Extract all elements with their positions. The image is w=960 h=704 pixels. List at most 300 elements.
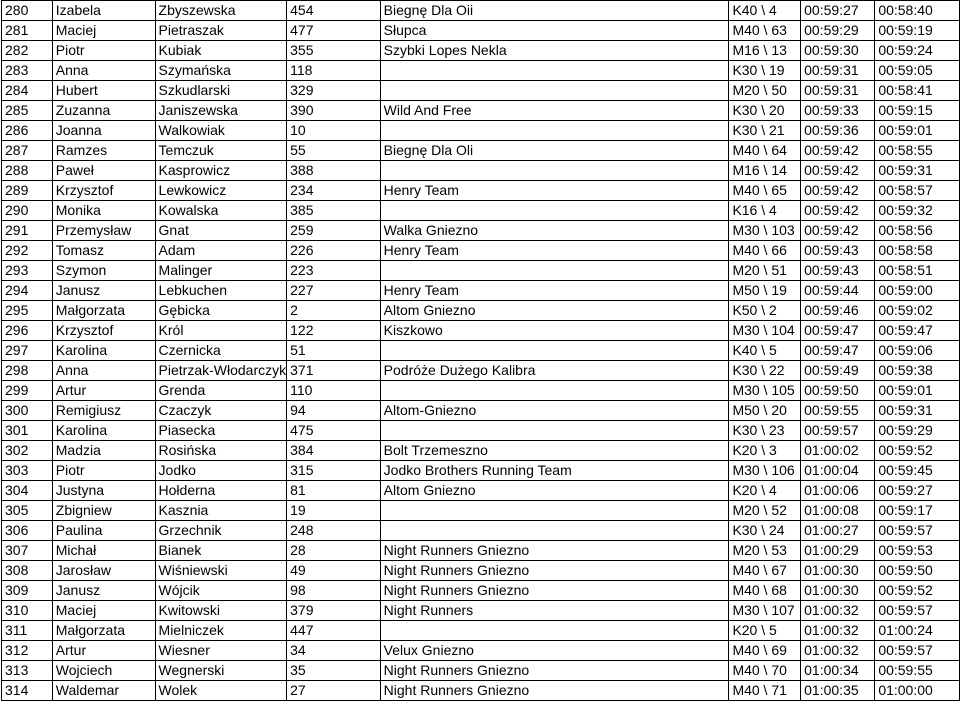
table-row (2, 261, 960, 281)
gun-time-cell: 00:59:43 (801, 241, 875, 261)
table-row (2, 681, 960, 701)
first-name-cell: Zbigniew (52, 501, 155, 521)
net-time-cell: 00:58:40 (875, 1, 960, 21)
category-cell: M16 \ 14 (729, 161, 801, 181)
net-time-cell: 00:59:45 (875, 461, 960, 481)
place-cell: 293 (2, 261, 53, 281)
gun-time-cell: 00:59:33 (801, 101, 875, 121)
last-name-cell: Pietrzak-Włodarczyk (155, 361, 287, 381)
table-row (2, 81, 960, 101)
first-name-cell: Izabela (52, 1, 155, 21)
club-cell: Henry Team (380, 181, 729, 201)
table-row (2, 661, 960, 681)
first-name-cell: Michał (52, 541, 155, 561)
club-cell (380, 381, 729, 401)
table-row (2, 401, 960, 421)
place-cell: 288 (2, 161, 53, 181)
bib-cell: 227 (287, 281, 381, 301)
bib-cell: 379 (287, 601, 381, 621)
table-row (2, 621, 960, 641)
gun-time-cell: 01:00:34 (801, 661, 875, 681)
place-cell: 302 (2, 441, 53, 461)
club-cell (380, 81, 729, 101)
category-cell: M40 \ 71 (729, 681, 801, 701)
gun-time-cell: 00:59:42 (801, 181, 875, 201)
net-time-cell: 00:58:57 (875, 181, 960, 201)
last-name-cell: Wolek (155, 681, 287, 701)
gun-time-cell: 01:00:32 (801, 601, 875, 621)
last-name-cell: Czernicka (155, 341, 287, 361)
results-table-body (2, 1, 960, 701)
last-name-cell: Wójcik (155, 581, 287, 601)
place-cell: 313 (2, 661, 53, 681)
net-time-cell: 00:59:29 (875, 421, 960, 441)
gun-time-cell: 01:00:30 (801, 561, 875, 581)
club-cell: Night Runners Gniezno (380, 541, 729, 561)
net-time-cell: 01:00:00 (875, 681, 960, 701)
gun-time-cell: 00:59:57 (801, 421, 875, 441)
net-time-cell: 00:59:50 (875, 561, 960, 581)
bib-cell: 19 (287, 501, 381, 521)
category-cell: M20 \ 52 (729, 501, 801, 521)
net-time-cell: 00:59:27 (875, 481, 960, 501)
gun-time-cell: 00:59:27 (801, 1, 875, 21)
bib-cell: 447 (287, 621, 381, 641)
category-cell: M50 \ 19 (729, 281, 801, 301)
last-name-cell: Hołderna (155, 481, 287, 501)
first-name-cell: Artur (52, 381, 155, 401)
place-cell: 287 (2, 141, 53, 161)
last-name-cell: Kowalska (155, 201, 287, 221)
table-row (2, 121, 960, 141)
table-row (2, 461, 960, 481)
table-row (2, 221, 960, 241)
last-name-cell: Jodko (155, 461, 287, 481)
table-row (2, 441, 960, 461)
table-row (2, 21, 960, 41)
first-name-cell: Małgorzata (52, 301, 155, 321)
place-cell: 303 (2, 461, 53, 481)
net-time-cell: 00:59:15 (875, 101, 960, 121)
club-cell: Słupca (380, 21, 729, 41)
category-cell: M40 \ 63 (729, 21, 801, 41)
category-cell: M40 \ 68 (729, 581, 801, 601)
table-row (2, 421, 960, 441)
club-cell: Podróże Dużego Kalibra (380, 361, 729, 381)
net-time-cell: 00:58:55 (875, 141, 960, 161)
bib-cell: 34 (287, 641, 381, 661)
first-name-cell: Hubert (52, 81, 155, 101)
bib-cell: 477 (287, 21, 381, 41)
net-time-cell: 00:59:57 (875, 641, 960, 661)
place-cell: 294 (2, 281, 53, 301)
gun-time-cell: 00:59:44 (801, 281, 875, 301)
net-time-cell: 00:58:56 (875, 221, 960, 241)
place-cell: 296 (2, 321, 53, 341)
table-row (2, 321, 960, 341)
place-cell: 312 (2, 641, 53, 661)
bib-cell: 388 (287, 161, 381, 181)
category-cell: M20 \ 51 (729, 261, 801, 281)
last-name-cell: Walkowiak (155, 121, 287, 141)
club-cell: Night Runners (380, 601, 729, 621)
place-cell: 300 (2, 401, 53, 421)
club-cell: Altom Gniezno (380, 481, 729, 501)
place-cell: 283 (2, 61, 53, 81)
last-name-cell: Temczuk (155, 141, 287, 161)
table-row (2, 501, 960, 521)
bib-cell: 454 (287, 1, 381, 21)
net-time-cell: 00:59:53 (875, 541, 960, 561)
net-time-cell: 00:59:38 (875, 361, 960, 381)
table-row (2, 141, 960, 161)
net-time-cell: 00:59:01 (875, 381, 960, 401)
gun-time-cell: 01:00:08 (801, 501, 875, 521)
last-name-cell: Szymańska (155, 61, 287, 81)
bib-cell: 110 (287, 381, 381, 401)
first-name-cell: Madzia (52, 441, 155, 461)
bib-cell: 51 (287, 341, 381, 361)
gun-time-cell: 01:00:02 (801, 441, 875, 461)
table-row (2, 521, 960, 541)
net-time-cell: 00:58:41 (875, 81, 960, 101)
table-row (2, 361, 960, 381)
results-table (1, 0, 960, 701)
place-cell: 309 (2, 581, 53, 601)
club-cell (380, 201, 729, 221)
place-cell: 311 (2, 621, 53, 641)
category-cell: K20 \ 3 (729, 441, 801, 461)
table-row (2, 41, 960, 61)
first-name-cell: Maciej (52, 601, 155, 621)
bib-cell: 355 (287, 41, 381, 61)
club-cell: Night Runners Gniezno (380, 661, 729, 681)
bib-cell: 49 (287, 561, 381, 581)
gun-time-cell: 00:59:49 (801, 361, 875, 381)
gun-time-cell: 00:59:42 (801, 201, 875, 221)
table-row (2, 301, 960, 321)
net-time-cell: 00:59:31 (875, 161, 960, 181)
club-cell (380, 121, 729, 141)
gun-time-cell: 01:00:30 (801, 581, 875, 601)
first-name-cell: Krzysztof (52, 181, 155, 201)
place-cell: 284 (2, 81, 53, 101)
first-name-cell: Małgorzata (52, 621, 155, 641)
bib-cell: 122 (287, 321, 381, 341)
club-cell: Altom Gniezno (380, 301, 729, 321)
table-row (2, 61, 960, 81)
place-cell: 305 (2, 501, 53, 521)
net-time-cell: 00:59:57 (875, 521, 960, 541)
category-cell: K30 \ 23 (729, 421, 801, 441)
club-cell (380, 521, 729, 541)
bib-cell: 55 (287, 141, 381, 161)
table-row (2, 481, 960, 501)
first-name-cell: Paweł (52, 161, 155, 181)
last-name-cell: Pietraszak (155, 21, 287, 41)
place-cell: 281 (2, 21, 53, 41)
place-cell: 295 (2, 301, 53, 321)
gun-time-cell: 00:59:31 (801, 61, 875, 81)
category-cell: M30 \ 106 (729, 461, 801, 481)
category-cell: K30 \ 24 (729, 521, 801, 541)
bib-cell: 371 (287, 361, 381, 381)
net-time-cell: 00:59:01 (875, 121, 960, 141)
first-name-cell: Piotr (52, 41, 155, 61)
net-time-cell: 00:59:47 (875, 321, 960, 341)
bib-cell: 2 (287, 301, 381, 321)
club-cell (380, 261, 729, 281)
club-cell: Bolt Trzemeszno (380, 441, 729, 461)
gun-time-cell: 00:59:50 (801, 381, 875, 401)
table-row (2, 541, 960, 561)
place-cell: 285 (2, 101, 53, 121)
table-row (2, 101, 960, 121)
club-cell: Kiszkowo (380, 321, 729, 341)
place-cell: 290 (2, 201, 53, 221)
first-name-cell: Wojciech (52, 661, 155, 681)
first-name-cell: Janusz (52, 581, 155, 601)
category-cell: M30 \ 104 (729, 321, 801, 341)
first-name-cell: Anna (52, 61, 155, 81)
first-name-cell: Justyna (52, 481, 155, 501)
net-time-cell: 00:59:02 (875, 301, 960, 321)
gun-time-cell: 00:59:31 (801, 81, 875, 101)
first-name-cell: Piotr (52, 461, 155, 481)
club-cell: Szybki Lopes Nekla (380, 41, 729, 61)
table-row (2, 241, 960, 261)
bib-cell: 259 (287, 221, 381, 241)
first-name-cell: Szymon (52, 261, 155, 281)
net-time-cell: 00:59:24 (875, 41, 960, 61)
last-name-cell: Lebkuchen (155, 281, 287, 301)
club-cell (380, 621, 729, 641)
table-row (2, 281, 960, 301)
category-cell: K20 \ 4 (729, 481, 801, 501)
bib-cell: 94 (287, 401, 381, 421)
category-cell: M30 \ 103 (729, 221, 801, 241)
club-cell: Biegnę Dla Oli (380, 141, 729, 161)
first-name-cell: Paulina (52, 521, 155, 541)
last-name-cell: Kasznia (155, 501, 287, 521)
category-cell: M40 \ 67 (729, 561, 801, 581)
first-name-cell: Maciej (52, 21, 155, 41)
first-name-cell: Joanna (52, 121, 155, 141)
place-cell: 286 (2, 121, 53, 141)
first-name-cell: Janusz (52, 281, 155, 301)
table-row (2, 601, 960, 621)
net-time-cell: 00:59:17 (875, 501, 960, 521)
last-name-cell: Grzechnik (155, 521, 287, 541)
category-cell: M40 \ 70 (729, 661, 801, 681)
first-name-cell: Monika (52, 201, 155, 221)
last-name-cell: Adam (155, 241, 287, 261)
last-name-cell: Kasprowicz (155, 161, 287, 181)
first-name-cell: Ramzes (52, 141, 155, 161)
last-name-cell: Zbyszewska (155, 1, 287, 21)
net-time-cell: 00:59:06 (875, 341, 960, 361)
club-cell: Jodko Brothers Running Team (380, 461, 729, 481)
category-cell: K30 \ 21 (729, 121, 801, 141)
net-time-cell: 00:59:19 (875, 21, 960, 41)
club-cell: Henry Team (380, 241, 729, 261)
table-row (2, 161, 960, 181)
place-cell: 299 (2, 381, 53, 401)
table-row (2, 641, 960, 661)
place-cell: 306 (2, 521, 53, 541)
last-name-cell: Szkudlarski (155, 81, 287, 101)
category-cell: M40 \ 66 (729, 241, 801, 261)
bib-cell: 10 (287, 121, 381, 141)
first-name-cell: Tomasz (52, 241, 155, 261)
last-name-cell: Czaczyk (155, 401, 287, 421)
club-cell: Night Runners Gniezno (380, 681, 729, 701)
gun-time-cell: 00:59:43 (801, 261, 875, 281)
net-time-cell: 00:59:00 (875, 281, 960, 301)
club-cell: Walka Gniezno (380, 221, 729, 241)
net-time-cell: 00:59:57 (875, 601, 960, 621)
last-name-cell: Król (155, 321, 287, 341)
category-cell: K30 \ 19 (729, 61, 801, 81)
last-name-cell: Piasecka (155, 421, 287, 441)
place-cell: 298 (2, 361, 53, 381)
bib-cell: 27 (287, 681, 381, 701)
club-cell (380, 161, 729, 181)
category-cell: M20 \ 50 (729, 81, 801, 101)
net-time-cell: 00:59:05 (875, 61, 960, 81)
table-row (2, 181, 960, 201)
place-cell: 291 (2, 221, 53, 241)
place-cell: 297 (2, 341, 53, 361)
gun-time-cell: 00:59:42 (801, 161, 875, 181)
first-name-cell: Waldemar (52, 681, 155, 701)
club-cell (380, 501, 729, 521)
place-cell: 280 (2, 1, 53, 21)
last-name-cell: Malinger (155, 261, 287, 281)
place-cell: 314 (2, 681, 53, 701)
net-time-cell: 00:59:32 (875, 201, 960, 221)
gun-time-cell: 01:00:32 (801, 641, 875, 661)
gun-time-cell: 00:59:42 (801, 141, 875, 161)
bib-cell: 35 (287, 661, 381, 681)
last-name-cell: Bianek (155, 541, 287, 561)
gun-time-cell: 00:59:47 (801, 341, 875, 361)
place-cell: 308 (2, 561, 53, 581)
last-name-cell: Lewkowicz (155, 181, 287, 201)
place-cell: 292 (2, 241, 53, 261)
gun-time-cell: 01:00:32 (801, 621, 875, 641)
bib-cell: 234 (287, 181, 381, 201)
category-cell: M20 \ 53 (729, 541, 801, 561)
last-name-cell: Wiśniewski (155, 561, 287, 581)
category-cell: K16 \ 4 (729, 201, 801, 221)
category-cell: M30 \ 107 (729, 601, 801, 621)
last-name-cell: Mielniczek (155, 621, 287, 641)
table-row (2, 381, 960, 401)
category-cell: K40 \ 4 (729, 1, 801, 21)
gun-time-cell: 00:59:30 (801, 41, 875, 61)
net-time-cell: 00:59:55 (875, 661, 960, 681)
bib-cell: 385 (287, 201, 381, 221)
net-time-cell: 00:59:31 (875, 401, 960, 421)
gun-time-cell: 00:59:42 (801, 221, 875, 241)
place-cell: 289 (2, 181, 53, 201)
club-cell: Altom-Gniezno (380, 401, 729, 421)
bib-cell: 226 (287, 241, 381, 261)
last-name-cell: Wiesner (155, 641, 287, 661)
net-time-cell: 01:00:24 (875, 621, 960, 641)
first-name-cell: Artur (52, 641, 155, 661)
category-cell: M40 \ 64 (729, 141, 801, 161)
bib-cell: 315 (287, 461, 381, 481)
category-cell: K20 \ 5 (729, 621, 801, 641)
bib-cell: 390 (287, 101, 381, 121)
last-name-cell: Gnat (155, 221, 287, 241)
last-name-cell: Kubiak (155, 41, 287, 61)
bib-cell: 248 (287, 521, 381, 541)
category-cell: K40 \ 5 (729, 341, 801, 361)
last-name-cell: Grenda (155, 381, 287, 401)
club-cell: Biegnę Dla Oii (380, 1, 729, 21)
bib-cell: 98 (287, 581, 381, 601)
first-name-cell: Remigiusz (52, 401, 155, 421)
bib-cell: 329 (287, 81, 381, 101)
club-cell (380, 341, 729, 361)
gun-time-cell: 00:59:29 (801, 21, 875, 41)
club-cell: Night Runners Gniezno (380, 581, 729, 601)
club-cell: Wild And Free (380, 101, 729, 121)
place-cell: 304 (2, 481, 53, 501)
first-name-cell: Zuzanna (52, 101, 155, 121)
first-name-cell: Jarosław (52, 561, 155, 581)
table-row (2, 561, 960, 581)
net-time-cell: 00:59:52 (875, 441, 960, 461)
bib-cell: 223 (287, 261, 381, 281)
first-name-cell: Karolina (52, 341, 155, 361)
gun-time-cell: 00:59:47 (801, 321, 875, 341)
first-name-cell: Przemysław (52, 221, 155, 241)
last-name-cell: Kwitowski (155, 601, 287, 621)
bib-cell: 28 (287, 541, 381, 561)
table-row (2, 341, 960, 361)
category-cell: M40 \ 69 (729, 641, 801, 661)
gun-time-cell: 01:00:27 (801, 521, 875, 541)
net-time-cell: 00:58:51 (875, 261, 960, 281)
category-cell: K50 \ 2 (729, 301, 801, 321)
gun-time-cell: 01:00:06 (801, 481, 875, 501)
gun-time-cell: 01:00:35 (801, 681, 875, 701)
gun-time-cell: 00:59:55 (801, 401, 875, 421)
last-name-cell: Gębicka (155, 301, 287, 321)
category-cell: K30 \ 22 (729, 361, 801, 381)
net-time-cell: 00:58:58 (875, 241, 960, 261)
table-row (2, 581, 960, 601)
last-name-cell: Wegnerski (155, 661, 287, 681)
net-time-cell: 00:59:52 (875, 581, 960, 601)
club-cell: Velux Gniezno (380, 641, 729, 661)
gun-time-cell: 00:59:36 (801, 121, 875, 141)
gun-time-cell: 01:00:29 (801, 541, 875, 561)
club-cell (380, 421, 729, 441)
gun-time-cell: 00:59:46 (801, 301, 875, 321)
category-cell: M30 \ 105 (729, 381, 801, 401)
club-cell (380, 61, 729, 81)
category-cell: K30 \ 20 (729, 101, 801, 121)
category-cell: M40 \ 65 (729, 181, 801, 201)
category-cell: M16 \ 13 (729, 41, 801, 61)
gun-time-cell: 01:00:04 (801, 461, 875, 481)
bib-cell: 384 (287, 441, 381, 461)
